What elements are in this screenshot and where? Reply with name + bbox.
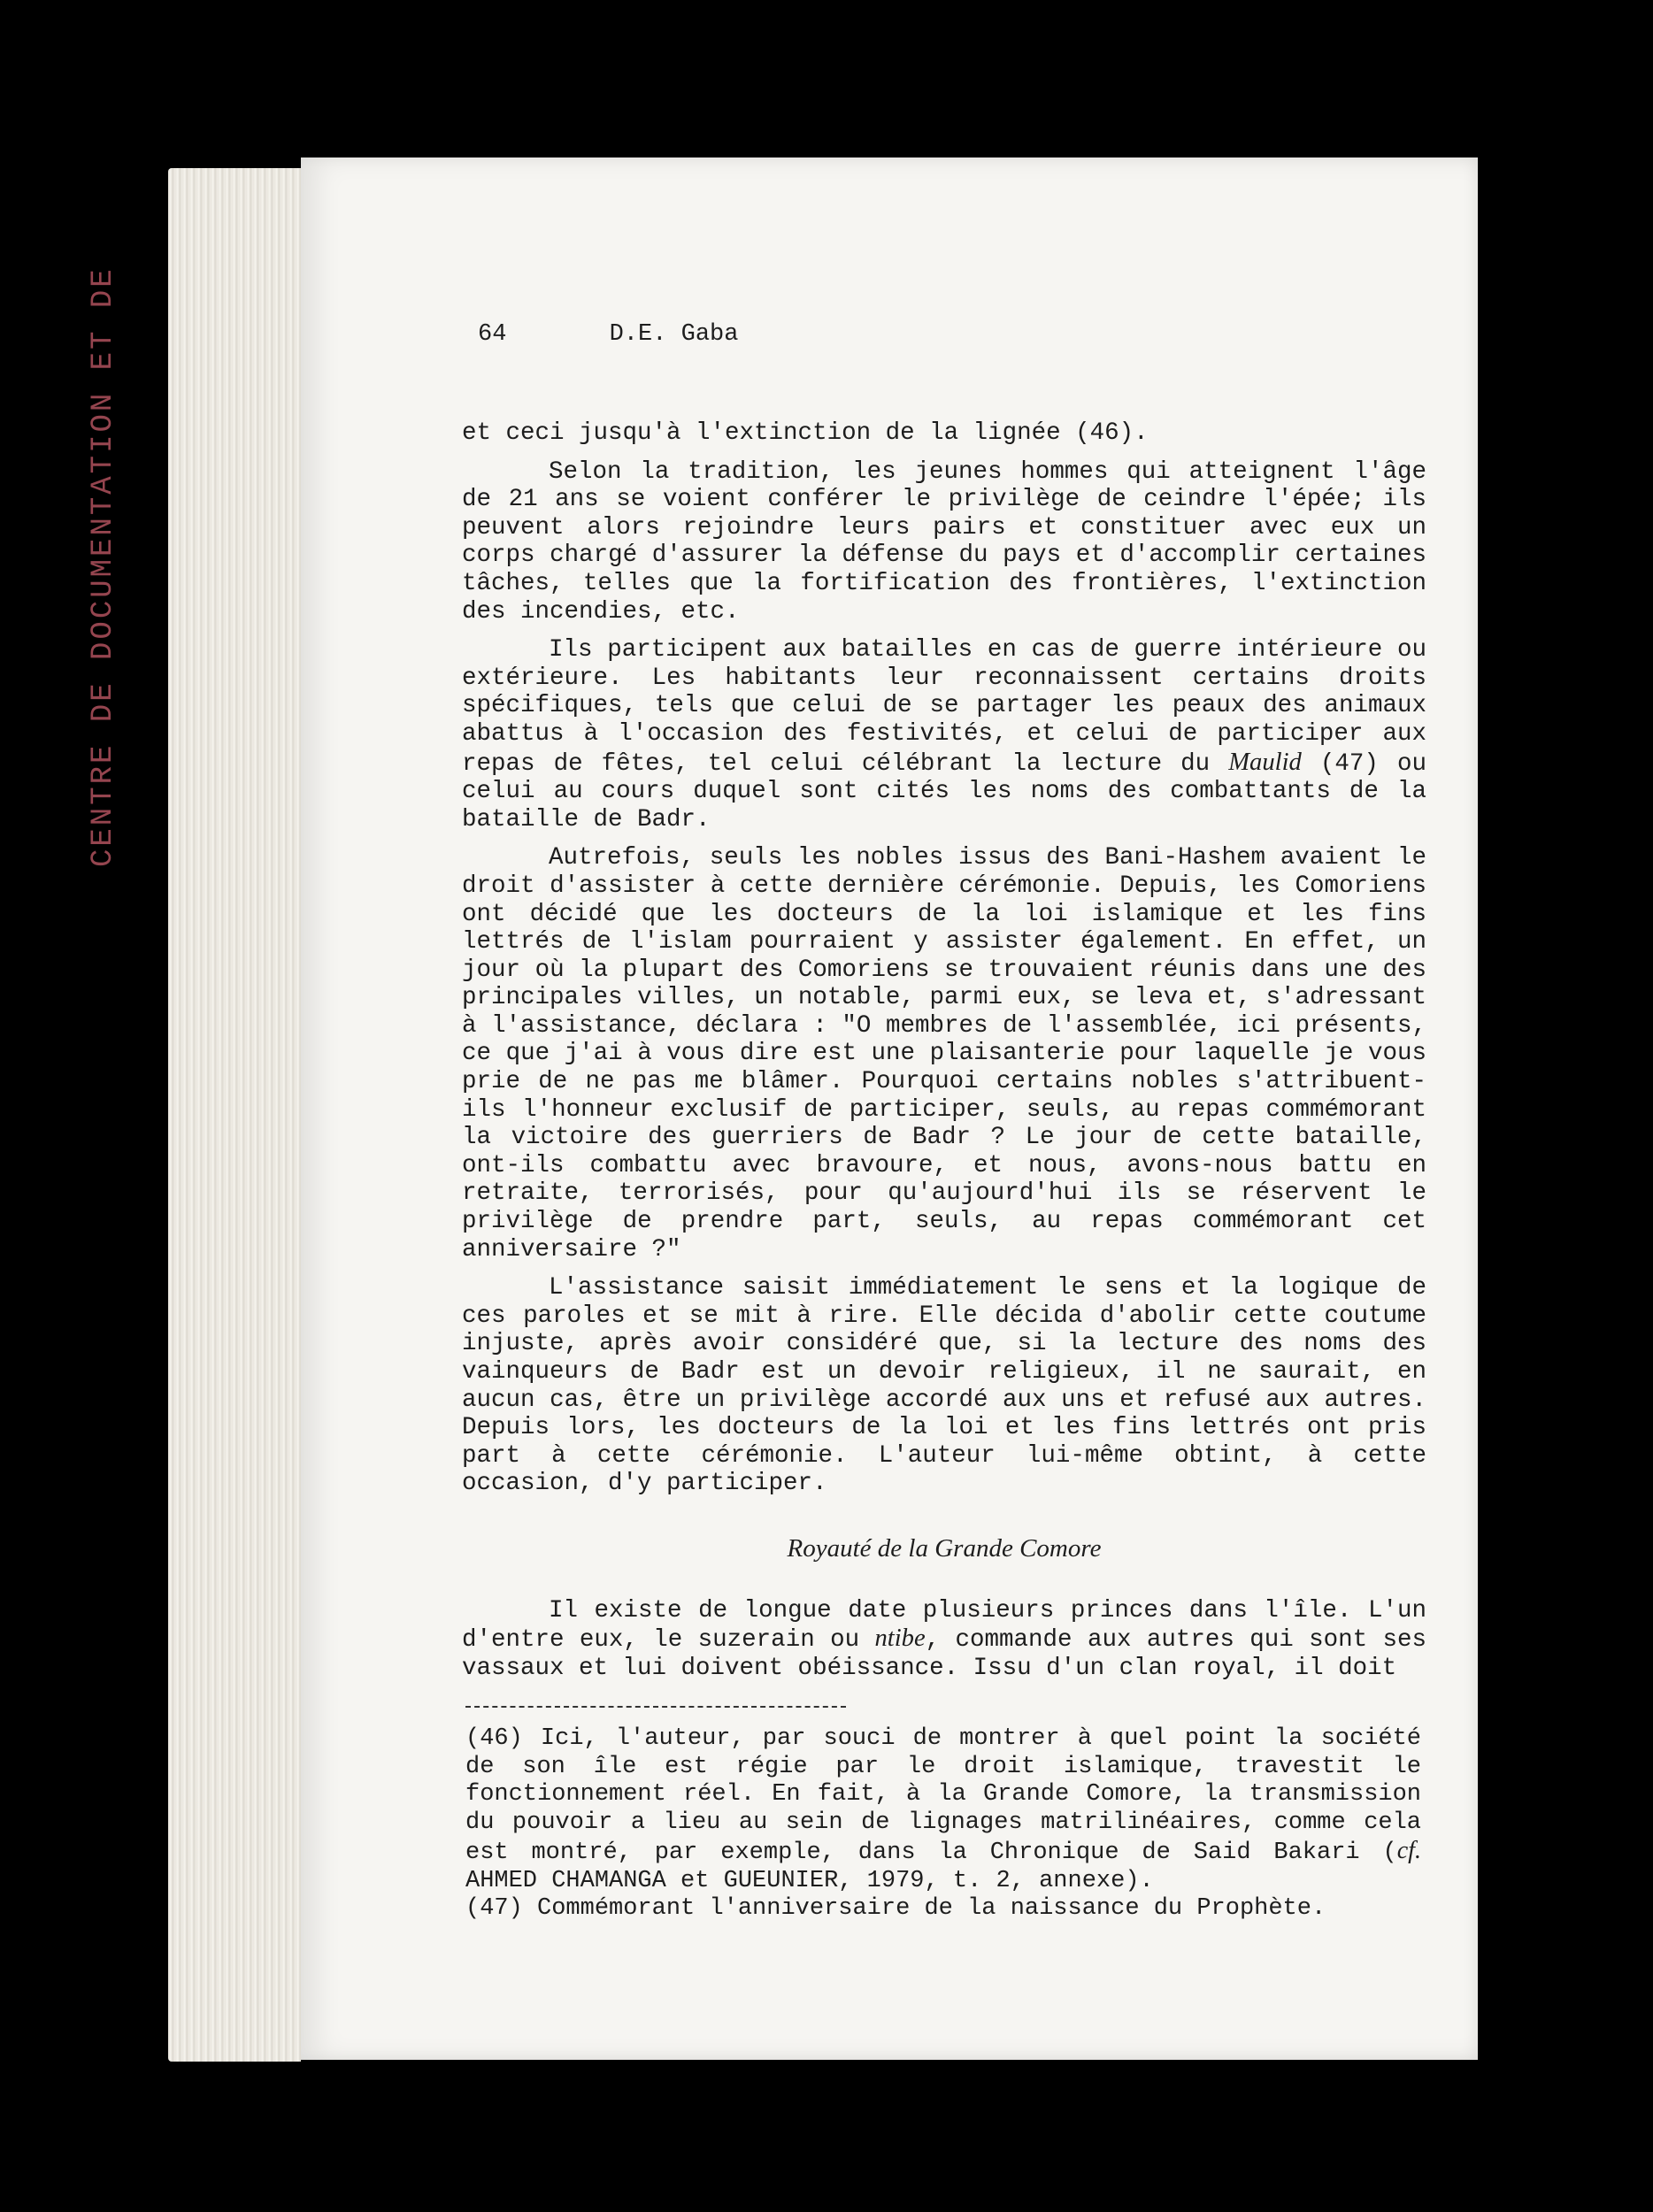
footnote-46 <box>465 1725 1421 1895</box>
library-stamp: CENTRE DE DOCUMENTATION ET DE <box>87 266 120 867</box>
footnote-47: (47) Commémorant l'anniversaire de la naissance du Prophète. <box>465 1895 1326 1922</box>
section-heading: Royauté de la Grande Comore <box>787 1533 1102 1563</box>
footnotes <box>465 1725 1421 1924</box>
footnote-46-text-end: AHMED CHAMANGA et GUEUNIER, 1979, t. 2, annexe). <box>465 1867 1154 1894</box>
paragraph-2-text-end: (47) ou celui au cours duquel sont cités les noms des combattants de la bataille de Badr. <box>462 749 1426 833</box>
body-text <box>462 419 1426 1693</box>
paragraph-3: Autrefois, seuls les nobles issus des Bani-Hashem avaient le droit d'assister à cette dernière cérémonie. Depuis, les Comoriens ont décidé que les docteurs de la loi islamique et les fins lettrés de l'islam pourraient y assister également. En effet, un jour où la plupart des Comoriens se trouvaient réunis dans une des principales villes, un notable, parmi eux, se leva et, s'adressant à l'assistance, déclara : "O membres de l'assemblée, ici présents, ce que j'ai à vous dire est une plaisanterie pour laquelle je vous prie de ne pas me blâmer. Pourquoi certains nobles s'attribuent-ils l'honneur exclusif de participer, seuls, au repas commémorant la victoire des guerriers de Badr ? Le jour de cette bataille, ont-ils combattu avec bravoure, et nous, avons-nous battu en retraite, terrorisés, pour qu'aujourd'hui ils se réservent le privilège de prendre part, seuls, au repas commémorant cet anniversaire ?" <box>462 844 1426 1263</box>
cf-abbreviation: cf. <box>1396 1837 1421 1864</box>
paragraph-2 <box>462 636 1426 833</box>
paragraph-5-text-end: , commande aux autres qui sont ses vassaux et lui doivent obéissance. Issu d'un clan royal, il doit <box>462 1626 1427 1682</box>
maulid-term: Maulid <box>1228 748 1302 776</box>
author-name: D.E. Gaba <box>609 321 739 348</box>
ntibe-term: ntibe <box>874 1624 926 1653</box>
page-number: 64 <box>478 321 507 348</box>
paragraph-5-text: Il existe de longue date plusieurs princes dans l'île. L'un d'entre eux, le suzerain ou <box>462 1596 1426 1655</box>
paragraph-5 <box>462 1597 1426 1683</box>
footnote-divider <box>465 1706 846 1708</box>
footnote-46-text: (46) Ici, l'auteur, par souci de montrer à quel point la société de son île est régie par le droit islamique, travestit le fonctionnement réel. En fait, à la Grande Comore, la transmission du pouvoir a lieu au sein de lignages matrilinéaires, comme cela est montré, par exemple, dans la Chronique de Said Bakari ( <box>465 1725 1421 1866</box>
paragraph-0: et ceci jusqu'à l'extinction de la lignée (46). <box>462 419 1149 447</box>
page-edges <box>168 168 301 2062</box>
paragraph-1: Selon la tradition, les jeunes hommes qui atteignent l'âge de 21 ans se voient conférer le privilège de ceindre l'épée; ils peuvent alors rejoindre leurs pairs et constituer avec eux un corps chargé d'assurer la défense du pays et d'accomplir certaines tâches, telles que la fortification des frontières, l'extinction des incendies, etc. <box>462 457 1426 626</box>
running-head <box>478 321 738 348</box>
paragraph-4: L'assistance saisit immédiatement le sens et la logique de ces paroles et se mit à rire. Elle décida d'abolir cette coutume injuste, après avoir considéré que, si la lecture des noms des vainqueurs de Badr est un devoir religieux, il ne saurait, en aucun cas, être un privilège accordé aux uns et refusé aux autres. Depuis lors, les docteurs de la loi et les fins lettrés ont pris part à cette cérémonie. L'auteur lui-même obtint, à cette occasion, d'y participer. <box>462 1274 1426 1498</box>
paragraph-2-text: Ils participent aux batailles en cas de guerre intérieure ou extérieure. Les habitants leur reconnaissent certains droits spécifiques, tels que celui de se partager les peaux des animaux abattus à l'occasion des festivités, et celui de participer aux repas de fêtes, tel celui célébrant la lecture du <box>462 636 1426 778</box>
